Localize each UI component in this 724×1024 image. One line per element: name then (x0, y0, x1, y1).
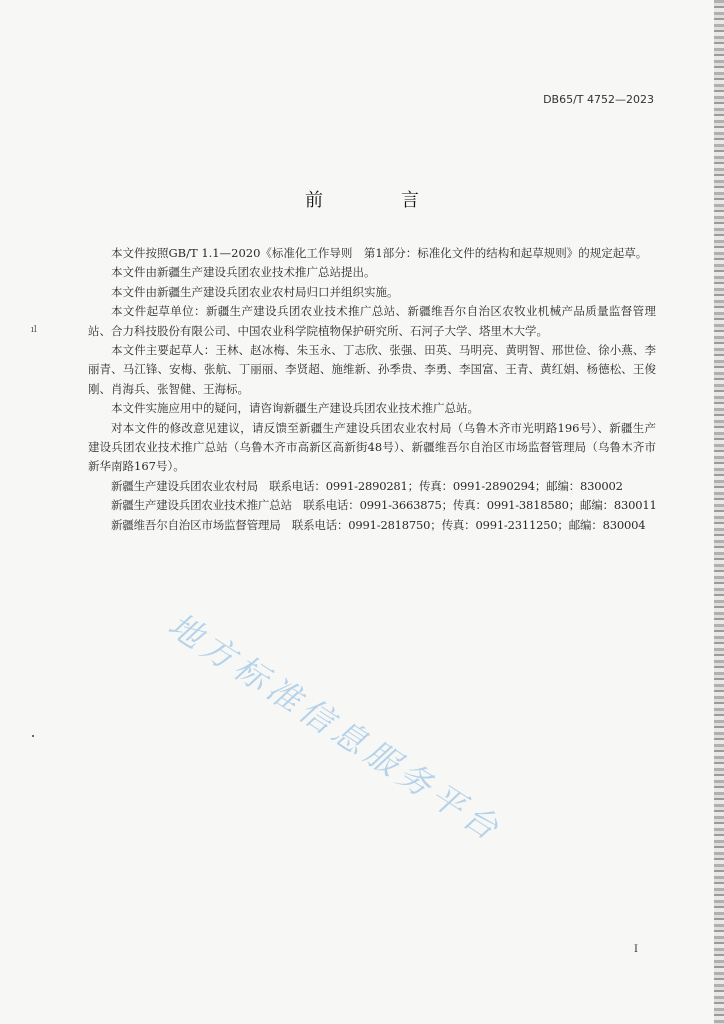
contact-line: 新疆生产建设兵团农业技术推广总站 联系电话：0991-3663875；传真：0991-3818580；邮编：830011 (111, 498, 657, 513)
paragraph-proposer: 本文件由新疆生产建设兵团农业技术推广总站提出。 (111, 265, 376, 280)
paragraph-drafting-units: 本文件起草单位：新疆生产建设兵团农业技术推广总站、新疆维吾尔自治区农牧业机械产品质量监督管理站、合力科技股份有限公司、中国农业科学院植物保护研究所、石河子大学、塔里木大学。 (88, 304, 656, 338)
page-number: I (634, 944, 638, 955)
watermark: 地方标准信息服务平台 (161, 605, 510, 851)
paragraph-feedback: 对本文件的修改意见建议，请反馈至新疆生产建设兵团农业农村局（乌鲁木齐市光明路196号）、新疆生产建设兵团农业技术推广总站（乌鲁木齐市高新区高新街48号）、新疆维吾尔自治区市场监督管理局（乌鲁木齐市新华南路167号）。 (88, 420, 656, 474)
paragraph-centralized-unit: 本文件由新疆生产建设兵团农业农村局归口并组织实施。 (111, 284, 399, 299)
margin-mark: ıl (31, 325, 37, 335)
page-title: 前 言 (305, 190, 449, 211)
foreword-body (88, 244, 656, 535)
contact-line: 新疆维吾尔自治区市场监督管理局 联系电话：0991-2818750；传真：0991-2311250；邮编：830004 (111, 517, 646, 532)
paragraph-inquiries: 本文件实施应用中的疑问，请咨询新疆生产建设兵团农业技术推广总站。 (111, 401, 479, 416)
document-code: DB65/T 4752—2023 (543, 93, 654, 106)
scan-speck (32, 735, 34, 737)
paragraph-drafting-rules: 本文件按照GB/T 1.1—2020《标准化工作导则 第1部分：标准化文件的结构和起草规则》的规定起草。 (111, 246, 648, 260)
paragraph-drafters: 本文件主要起草人：王林、赵冰梅、朱玉永、丁志欣、张强、田英、马明亮、黄明智、邢世俭、徐小燕、李丽青、马江锋、安梅、张航、丁丽丽、李贤超、施维新、孙季贵、李勇、李国富、王青、黄红娟、杨德松、王俊刚、肖海兵、张智健、王海标。 (88, 343, 656, 396)
scan-edge (714, 0, 724, 1024)
contact-line: 新疆生产建设兵团农业农村局 联系电话：0991-2890281；传真：0991-2890294；邮编：830002 (111, 478, 623, 493)
